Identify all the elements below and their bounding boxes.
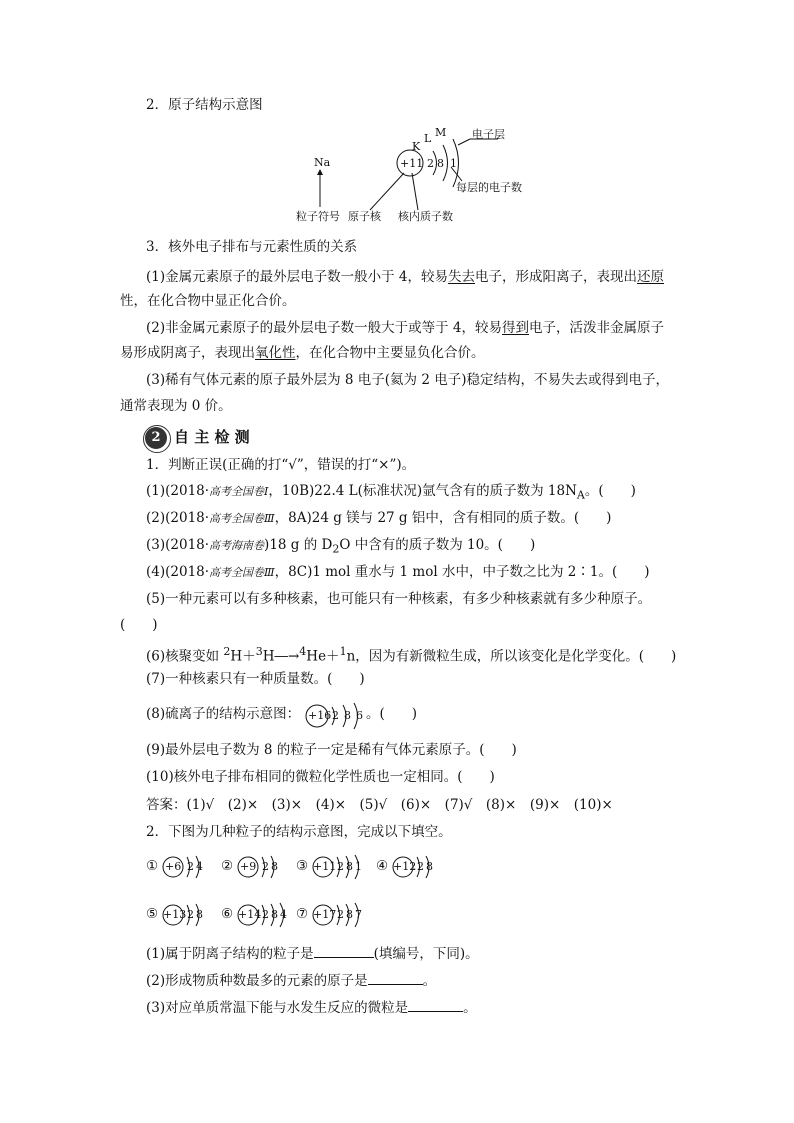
fill-question-3: (3)对应单质常温下能与水发生反应的微粒是 。 — [146, 1000, 477, 1016]
item-10: (10)核外电子排布相同的微粒化学性质也一定相同。( ) — [146, 769, 495, 785]
label-nucleus: 原子核 — [348, 210, 381, 223]
paragraph-nonmetal-line2: 易形成阴离子，表现出氧化性，在化合物中主要显负化合价。 — [120, 345, 485, 361]
particle-1 — [146, 850, 218, 884]
paragraph-noble-line1: (3)稀有气体元素的原子最外层为 8 电子(氦为 2 电子)稳定结构，不易失去或得到电子， — [146, 372, 669, 388]
atom-structure-diagram — [290, 125, 530, 225]
particle-electron-count: 2 — [187, 908, 194, 921]
particle-6 — [221, 898, 293, 932]
nucleus-charge: +11 — [400, 157, 424, 170]
particle-nucleus: +12 — [393, 860, 417, 873]
particle-electron-count: 2 — [262, 908, 269, 921]
answer-blank-3[interactable] — [408, 999, 463, 1012]
particle-nucleus: +13 — [163, 908, 187, 921]
item-4: (4)(2018·高考全国卷Ⅲ，8C)1 mol 重水与 1 mol 水中，中子数之比为 2∶1。( ) — [146, 564, 650, 580]
particle-number: ⑤ — [146, 906, 159, 922]
particle-7 — [296, 898, 368, 932]
label-electrons-per-shell: 每层的电子数 — [456, 181, 522, 194]
particle-number: ④ — [376, 858, 389, 874]
question2-heading: 2．下图为几种粒子的结构示意图，完成以下填空。 — [146, 824, 452, 840]
section-badge: 2 — [145, 427, 167, 449]
sulfide-ion-diagram: +16 2 8 6 — [302, 699, 382, 733]
item-6: (6)核聚变如 $^2$H＋$^3$H―→$^4$He＋$^1$n，因为有新微粒生成，所以该变化是化学变化。( ) — [146, 645, 677, 665]
particle-electron-count: 2 — [337, 908, 344, 921]
particle-4 — [376, 850, 448, 884]
source-label: 高考海南卷 — [209, 539, 265, 552]
fill-question-1: (1)属于阴离子结构的粒子是 (填编号，下同)。 — [146, 946, 479, 962]
particle-number: ③ — [296, 858, 309, 874]
particle-electron-count: 8 — [346, 908, 353, 921]
particle-electron-count: 4 — [196, 860, 203, 873]
paragraph-metal-line2: 性，在化合物中显正化合价。 — [120, 293, 296, 309]
source-label: 高考全国卷Ⅰ — [209, 485, 269, 498]
particle-electron-count: 2 — [187, 860, 194, 873]
section-heading-structure: 2．原子结构示意图 — [146, 97, 263, 113]
particle-number: ⑦ — [296, 906, 309, 922]
item-5-line2: ( ) — [120, 617, 158, 633]
item-8-suffix: 。( ) — [366, 706, 418, 722]
item-7: (7)一种核素只有一种质量数。( ) — [146, 671, 365, 687]
particle-electron-count: 8 — [346, 860, 353, 873]
question1-heading: 1．判断正误(正确的打“√”，错误的打“×”)。 — [146, 457, 416, 473]
answer-gain: 得到 — [502, 320, 530, 336]
particle-nucleus: +11 — [313, 860, 337, 873]
particle-number: ① — [146, 858, 159, 874]
particle-nucleus: +6 — [165, 860, 182, 873]
item-8-prefix: (8)硫离子的结构示意图： — [146, 706, 301, 722]
fill-question-2: (2)形成物质种数最多的元素的原子是 。 — [146, 973, 437, 989]
label-particle-symbol: 粒子符号 — [296, 210, 340, 223]
particle-nucleus: +9 — [240, 860, 257, 873]
particle-5 — [146, 898, 218, 932]
source-label: 高考全国卷Ⅲ — [209, 512, 275, 525]
particle-electron-count: 2 — [337, 860, 344, 873]
particle-2 — [221, 850, 293, 884]
particle-nucleus: +17 — [313, 908, 337, 921]
item-9: (9)最外层电子数为 8 的粒子一定是稀有气体元素原子。( ) — [146, 742, 517, 758]
shell-letter-m: M — [435, 126, 447, 139]
particle-diagrams — [146, 850, 526, 930]
particle-electron-count: 2 — [262, 860, 269, 873]
particle-number: ⑥ — [221, 906, 234, 922]
paragraph-nonmetal-line1: (2)非金属元素原子的最外层电子数一般大于或等于 4，较易得到电子，活泼非金属原子 — [146, 320, 665, 336]
particle-3 — [296, 850, 368, 884]
particle-symbol-na: Na — [314, 156, 331, 169]
particle-electron-count: 1 — [355, 860, 362, 873]
answer-reducing: 还原 — [637, 269, 665, 285]
item-3: (3)(2018·高考海南卷)18 g 的 $D_2O$ 中含有的质子数为 10。( ) — [146, 537, 536, 556]
label-proton-count: 核内质子数 — [398, 210, 453, 223]
electron-count-k: 2 — [427, 157, 434, 170]
item-5-line1: (5)一种元素可以有多种核素，也可能只有一种核素，有多少种核素就有多少种原子。 — [146, 591, 652, 607]
answer-line: 答案：(1)√ (2)× (3)× (4)× (5)√ (6)× (7)√ (8)× (9)× (10)× — [146, 797, 613, 813]
paragraph-noble-line2: 通常表现为 0 价。 — [120, 398, 232, 414]
particle-electron-count: 8 — [426, 860, 433, 873]
answer-lose: 失去 — [448, 269, 476, 285]
particle-number: ② — [221, 858, 234, 874]
shell-letter-k: K — [412, 140, 421, 153]
answer-oxidizing: 氧化性 — [255, 345, 296, 361]
shell-letter-l: L — [424, 132, 432, 145]
answer-blank-2[interactable] — [368, 972, 423, 985]
source-label: 高考全国卷Ⅲ — [209, 566, 275, 579]
particle-electron-count: 8 — [196, 908, 203, 921]
section-heading-properties: 3．核外电子排布与元素性质的关系 — [146, 239, 358, 255]
particle-electron-count: 8 — [271, 908, 278, 921]
electron-count-m: 1 — [450, 157, 457, 170]
electron-count-l: 8 — [437, 157, 444, 170]
particle-electron-count: 8 — [271, 860, 278, 873]
particle-electron-count: 2 — [417, 860, 424, 873]
self-check-title: 自 主 检 测 — [174, 428, 250, 446]
item-2: (2)(2018·高考全国卷Ⅲ，8A)24 g 镁与 27 g 铝中，含有相同的质子数。( ) — [146, 510, 612, 526]
item-1: (1)(2018·高考全国卷Ⅰ，10B)22.4 L(标准状况)氩气含有的质子数为 $18N_A$。( ) — [146, 483, 636, 502]
paragraph-metal-line1: (1)金属元素原子的最外层电子数一般小于 4，较易失去电子，形成阳离子，表现出还原 — [146, 269, 665, 285]
label-electron-shell: 电子层 — [472, 128, 505, 141]
answer-blank-1[interactable] — [314, 945, 374, 958]
particle-electron-count: 4 — [280, 908, 287, 921]
particle-nucleus: +14 — [238, 908, 262, 921]
particle-electron-count: 7 — [355, 908, 362, 921]
